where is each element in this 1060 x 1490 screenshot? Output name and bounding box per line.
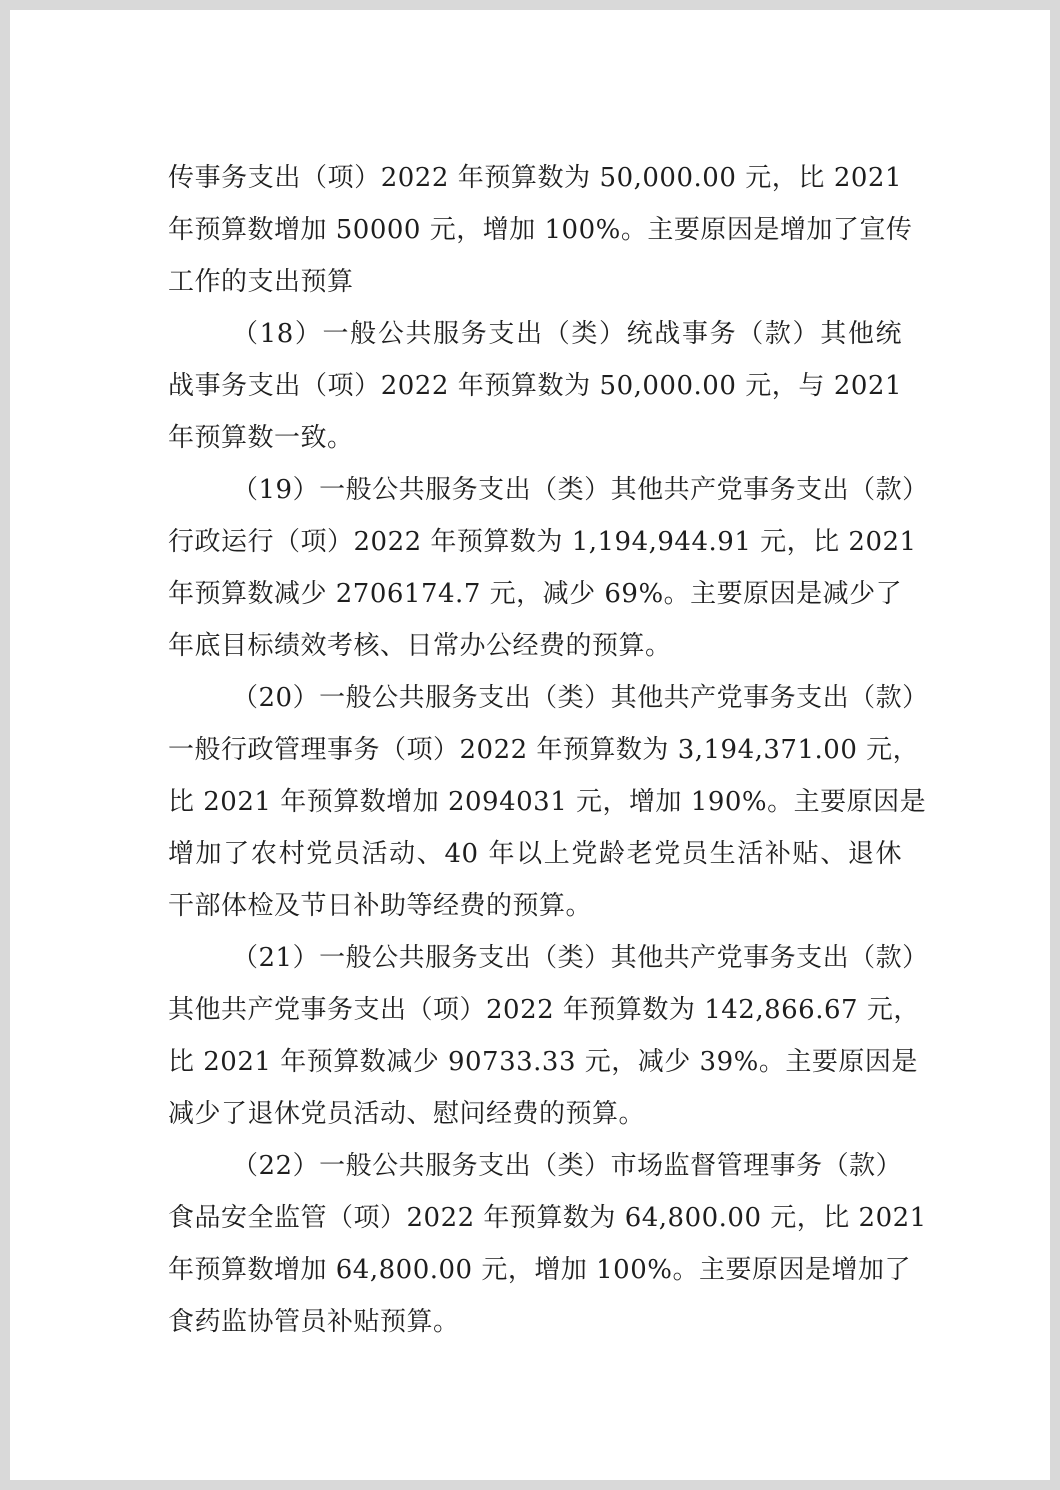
document-page: [10, 10, 1050, 1480]
text-line: 战事务支出（项）2022 年预算数为 50,000.00 元，与 2021: [168, 371, 902, 401]
text-line: 增加了农村党员活动、40 年以上党龄老党员生活补贴、退休: [168, 839, 902, 869]
paragraph-21: [168, 932, 929, 1140]
text-line: 年预算数增加 64,800.00 元，增加 100%。主要原因是增加了: [168, 1255, 911, 1285]
text-line: 年预算数一致。: [168, 423, 354, 453]
text-line: 食品安全监管（项）2022 年预算数为 64,800.00 元，比 2021: [168, 1203, 927, 1233]
text-line: 干部体检及节日补助等经费的预算。: [168, 891, 593, 921]
text-line: 年预算数减少 2706174.7 元，减少 69%。主要原因是减少了: [168, 579, 903, 609]
text-line: （22）一般公共服务支出（类）市场监督管理事务（款）: [232, 1151, 903, 1181]
text-line: （19）一般公共服务支出（类）其他共产党事务支出（款）: [232, 475, 929, 505]
text-line: （21）一般公共服务支出（类）其他共产党事务支出（款）: [232, 943, 929, 973]
text-line: 一般行政管理事务（项）2022 年预算数为 3,194,371.00 元，: [168, 735, 920, 765]
text-line: 行政运行（项）2022 年预算数为 1,194,944.91 元，比 2021: [168, 527, 917, 557]
text-line: 传事务支出（项）2022 年预算数为 50,000.00 元，比 2021: [168, 163, 902, 193]
text-line: 其他共产党事务支出（项）2022 年预算数为 142,866.67 元，: [168, 995, 920, 1025]
document-body: [168, 152, 929, 1348]
text-line: （18）一般公共服务支出（类）统战事务（款）其他统: [232, 319, 902, 349]
text-line: 年底目标绩效考核、日常办公经费的预算。: [168, 631, 672, 661]
text-line: 减少了退休党员活动、慰问经费的预算。: [168, 1099, 646, 1129]
paragraph-19: [168, 464, 929, 672]
paragraph-18: [168, 308, 902, 464]
text-line: 食药监协管员补贴预算。: [168, 1307, 460, 1337]
text-line: （20）一般公共服务支出（类）其他共产党事务支出（款）: [232, 683, 929, 713]
text-line: 年预算数增加 50000 元，增加 100%。主要原因是增加了宣传: [168, 215, 913, 245]
text-line: 比 2021 年预算数增加 2094031 元，增加 190%。主要原因是: [168, 787, 927, 817]
paragraph-22: [168, 1140, 927, 1348]
text-line: 比 2021 年预算数减少 90733.33 元，减少 39%。主要原因是: [168, 1047, 918, 1077]
paragraph-17-continuation: [168, 152, 913, 308]
text-line: 工作的支出预算: [168, 267, 354, 297]
paragraph-20: [168, 672, 929, 932]
